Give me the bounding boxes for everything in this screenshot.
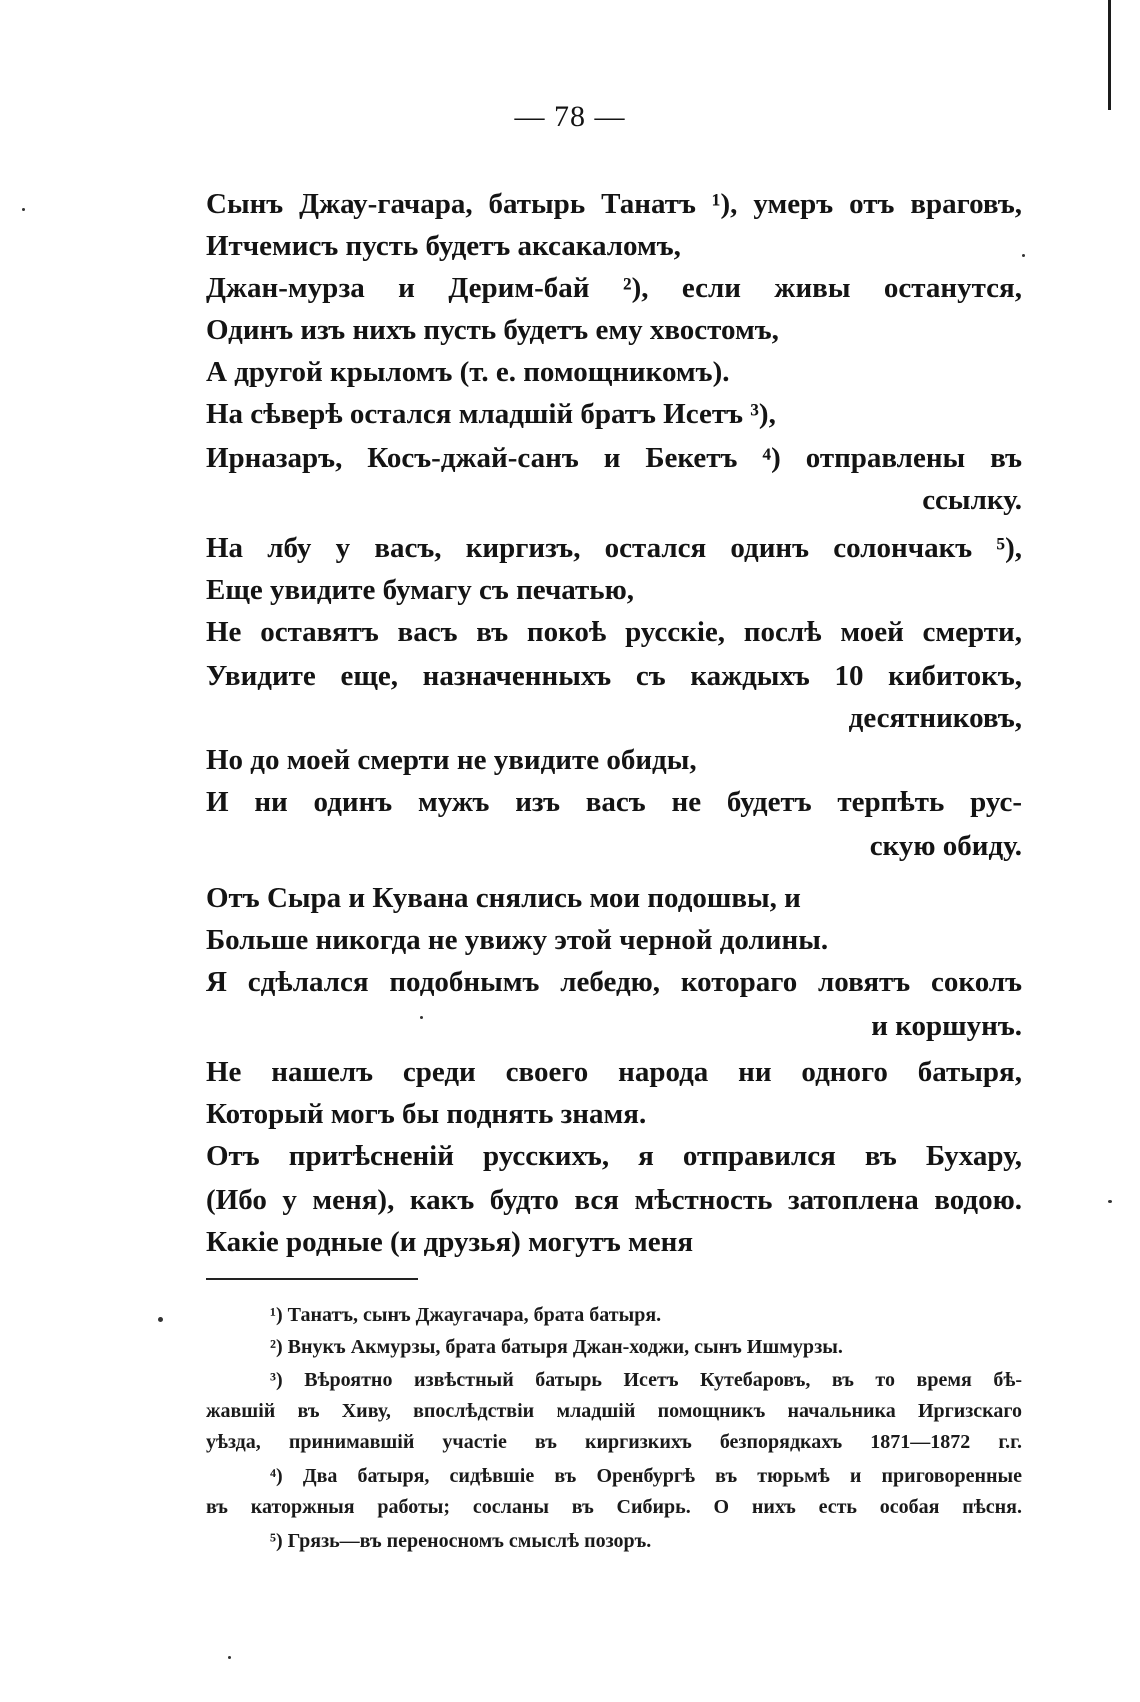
poem-line: Ирназаръ, Косъ-джай-санъ и Бекетъ ⁴) отправлены въ (206, 442, 1022, 474)
footnote-line: жавшій въ Хиву, впослѣдствіи младшій помощникъ начальника Иргизскаго (206, 1400, 1022, 1422)
poem-line: Сынъ Джау-гачара, батырь Танатъ ¹), умеръ отъ враговъ, (206, 188, 1022, 220)
poem-line: Какіе родные (и друзья) могутъ меня (206, 1226, 694, 1258)
print-speck (1022, 254, 1025, 257)
print-speck (22, 208, 25, 211)
poem-line: Отъ притѣсненій русскихъ, я отправился въ Бухару, (206, 1140, 1022, 1172)
poem-line: Джан-мурза и Дерим-бай ²), если живы останутся, (206, 272, 1022, 304)
footnote-line: ³) Вѣроятно извѣстный батырь Исетъ Кутебаровъ, въ то время бѣ- (270, 1369, 1022, 1391)
poem-line: Еще увидите бумагу съ печатью, (206, 574, 635, 606)
footnote-line: уѣзда, принимавшій участіе въ киргизкихъ безпорядкахъ 1871—1872 г.г. (206, 1431, 1022, 1453)
poem-line: и коршунъ. (871, 1010, 1022, 1042)
poem-line: Итчемисъ пусть будетъ аксакаломъ, (206, 230, 681, 262)
poem-line: Но до моей смерти не увидите обиды, (206, 744, 697, 776)
page-number: — 78 — (514, 100, 626, 133)
footnote-line: ¹) Танатъ, сынъ Джаугачара, брата батыря. (270, 1304, 662, 1326)
poem-line: На лбу у васъ, киргизъ, остался одинъ солончакъ ⁵), (206, 532, 1022, 564)
footnote-line: ⁴) Два батыря, сидѣвшіе въ Оренбургѣ въ тюрьмѣ и приговоренные (270, 1465, 1022, 1487)
poem-line: Который могъ бы поднять знамя. (206, 1098, 647, 1130)
footnote-divider (206, 1278, 418, 1280)
footnote-line: ⁵) Грязь—въ переносномъ смыслѣ позоръ. (270, 1530, 652, 1552)
footnote-line: въ каторжныя работы; сосланы въ Сибирь. О нихъ есть особая пѣсня. (206, 1496, 1022, 1518)
poem-line: ссылку. (922, 484, 1022, 516)
print-speck (1108, 1200, 1112, 1203)
footnote-line: ²) Внукъ Акмурзы, брата батыря Джан-ходжи, сынъ Ишмурзы. (270, 1336, 843, 1358)
poem-line: Больше никогда не увижу этой черной долины. (206, 924, 829, 956)
poem-line: Не оставятъ васъ въ покоѣ русскіе, послѣ моей смерти, (206, 616, 1022, 648)
page-edge-line (1108, 0, 1111, 110)
poem-line: (Ибо у меня), какъ будто вся мѣстность затоплена водою. (206, 1184, 1022, 1216)
poem-line: Одинъ изъ нихъ пусть будетъ ему хвостомъ, (206, 314, 779, 346)
poem-line: Отъ Сыра и Кувана снялись мои подошвы, и (206, 882, 801, 914)
poem-line: И ни одинъ мужъ изъ васъ не будетъ терпѣть рус- (206, 786, 1022, 818)
print-speck (228, 1656, 231, 1659)
poem-line: На сѣверѣ остался младшій братъ Исетъ ³), (206, 398, 776, 430)
poem-line: Я сдѣлался подобнымъ лебедю, котораго ловятъ соколъ (206, 966, 1022, 998)
poem-line: А другой крыломъ (т. е. помощникомъ). (206, 356, 730, 388)
poem-line: десятниковъ, (848, 702, 1022, 734)
print-speck (420, 1016, 423, 1019)
poem-line: Не нашелъ среди своего народа ни одного батыря, (206, 1056, 1022, 1088)
poem-line: Увидите еще, назначенныхъ съ каждыхъ 10 кибитокъ, (206, 660, 1022, 692)
poem-line: скую обиду. (869, 830, 1022, 862)
print-speck (158, 1317, 163, 1322)
